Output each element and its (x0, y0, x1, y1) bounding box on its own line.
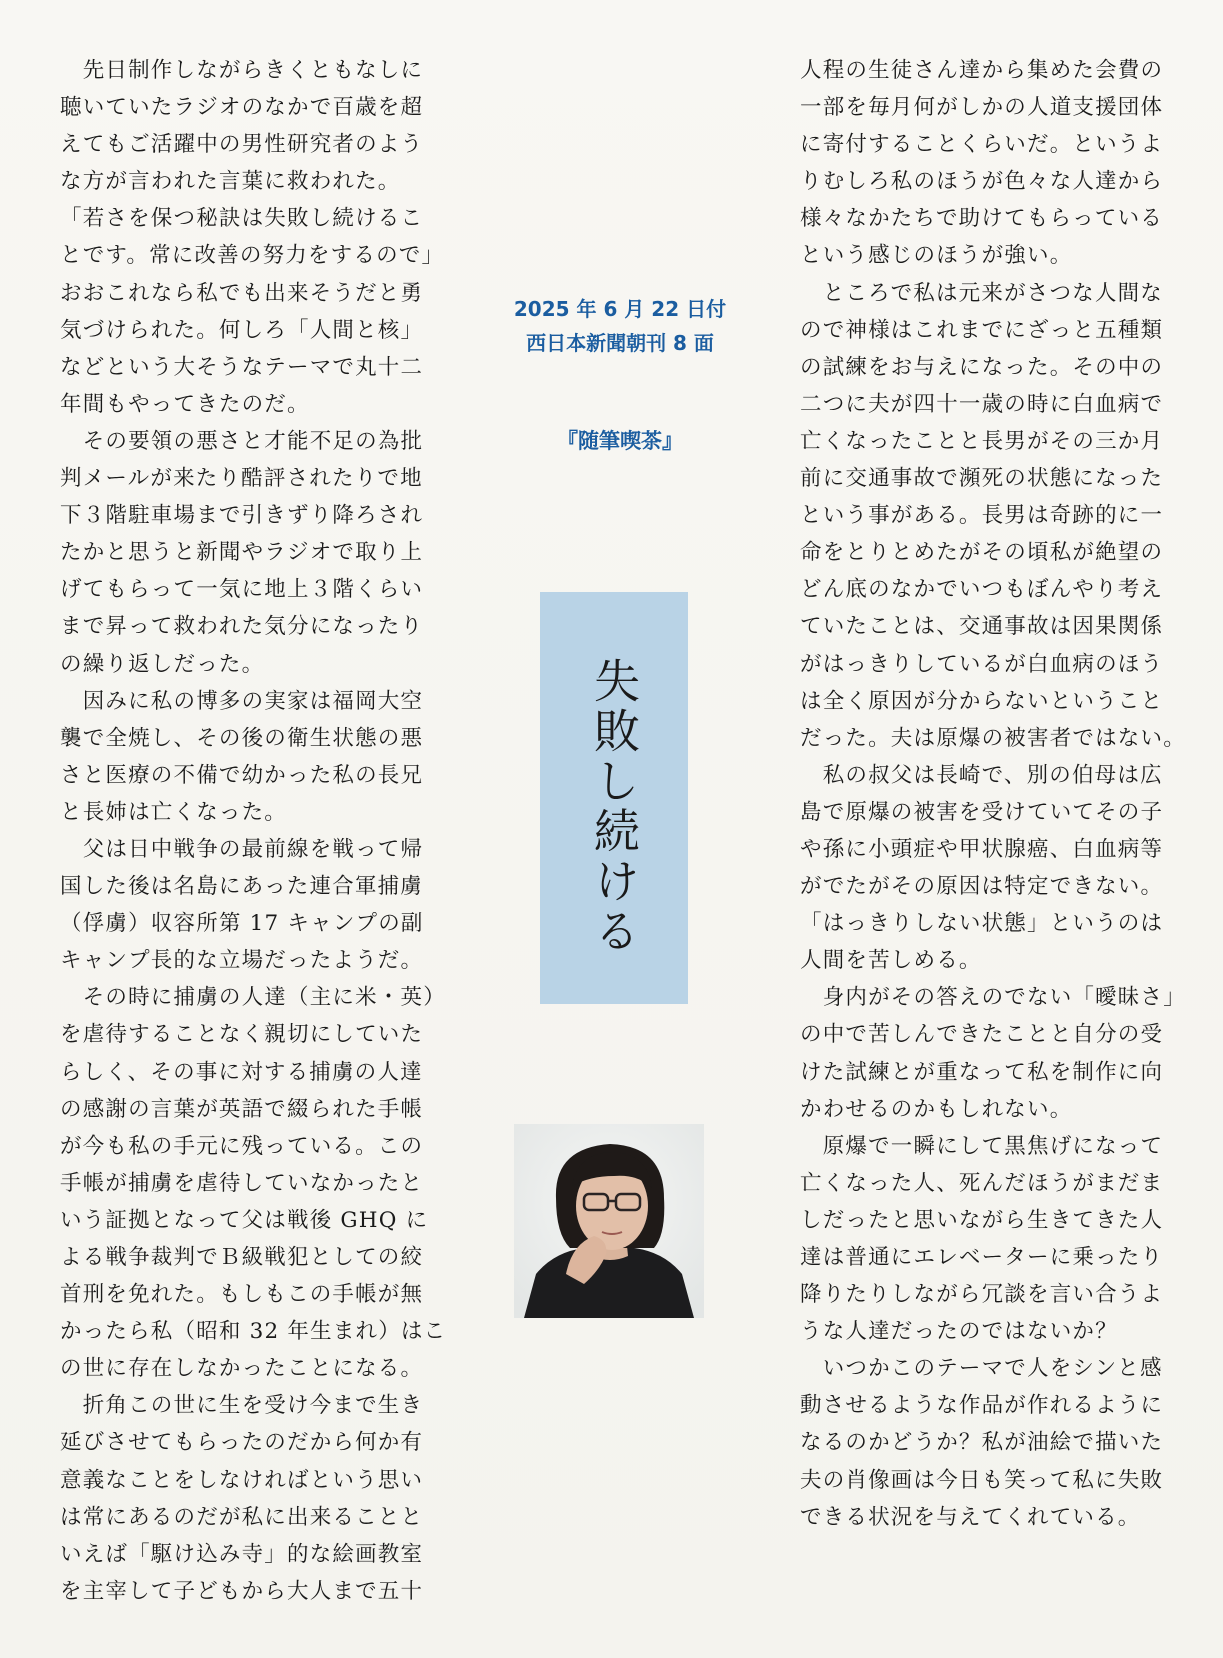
left-column-text-line: 気づけられた。何しろ「人間と核」 (60, 317, 424, 343)
left-column-text-line: その時に捕虜の人達（主に米・英） (60, 985, 446, 1011)
right-column-text-line: の中で苦しんできたことと自分の受 (800, 1022, 1164, 1048)
left-column-text-line: 因みに私の博多の実家は福岡大空 (60, 688, 424, 714)
left-column-text-line: よる戦争裁判でＢ級戦犯としての絞 (60, 1245, 424, 1270)
left-column-text-line: を虐待することなく親切にしていた (60, 1022, 424, 1048)
right-column-text-line: という事がある。長男は奇跡的に一 (800, 503, 1164, 529)
right-column-text-line: 降りたりしながら冗談を言い合うよ (800, 1282, 1164, 1308)
left-column-text-line: 折角この世に生を受け今まで生き (60, 1393, 424, 1419)
right-column-text-line: 「はっきりしない状態」というのは (800, 911, 1164, 937)
right-column-text-line: けた試練とが重なって私を制作に向 (800, 1059, 1164, 1085)
left-column-text-line: の世に存在しなかったことになる。 (60, 1356, 424, 1382)
right-column-text-line: という感じのほうが強い。 (800, 243, 1073, 269)
right-column-text-line: 亡くなった人、死んだほうがまだま (800, 1170, 1164, 1196)
left-column-text-line: えてもご活躍中の男性研究者のよう (60, 132, 424, 158)
right-column-text-line: がはっきりしているが白血病のほう (800, 651, 1164, 677)
right-column-text-line: 命をとりとめたがその頃私が絶望の (800, 540, 1164, 566)
left-column-text-line: 聴いていたラジオのなかで百歳を超 (60, 95, 424, 121)
left-column-text-line: は常にあるのだが私に出来ることと (60, 1504, 424, 1530)
left-column-text-line: 判メールが来たり酷評されたりで地 (60, 466, 423, 492)
right-column-text-line: や孫に小頭症や甲状腺癌、白血病等 (800, 836, 1164, 862)
article-title: 失敗し続ける (587, 657, 641, 957)
right-column-text-line: いつかこのテーマで人をシンと感 (800, 1356, 1163, 1382)
right-column-text-line: がでたがその原因は特定できない。 (800, 874, 1164, 900)
right-column-text-line: 原爆で一瞬にして黒焦げになって (800, 1133, 1164, 1159)
right-column-text-line: 人間を苦しめる。 (800, 948, 982, 974)
right-column-text-line: りむしろ私のほうが色々な人達から (800, 169, 1164, 195)
title-box (540, 592, 688, 1004)
left-column-text-line: が今も私の手元に残っている。この (60, 1133, 424, 1159)
left-column-text-line: 首刑を免れた。もしもこの手帳が無 (60, 1282, 424, 1308)
left-column-text-line: の感謝の言葉が英語で綴られた手帳 (60, 1096, 424, 1122)
left-column-text-line: 延びさせてもらったのだから何か有 (60, 1430, 424, 1456)
right-column-text-line: 身内がその答えのでない「曖昧さ」 (800, 985, 1186, 1011)
left-column-text-line: らしく、その事に対する捕虜の人達 (60, 1059, 423, 1085)
left-column-text-line: いえば「駆け込み寺」的な絵画教室 (60, 1541, 424, 1567)
left-column-text-line: とです。常に改善の努力をするので」 (60, 243, 445, 269)
publication-date: 2025 年 6 月 22 日付 (513, 297, 727, 321)
right-column-text-line: 人程の生徒さん達から集めた会費の (800, 58, 1164, 83)
left-column-text-line: 「若さを保つ秘訣は失敗し続けるこ (60, 206, 424, 232)
left-column-text-line: などという大そうなテーマで丸十二 (60, 354, 424, 380)
left-column-text-line: と長姉は亡くなった。 (60, 799, 288, 825)
right-column-text-line: ので神様はこれまでにざっと五種類 (800, 317, 1164, 343)
right-column (800, 52, 1186, 1536)
right-column-text-line: 動させるような作品が作れるように (800, 1393, 1164, 1419)
left-column-text-line: 先日制作しながらきくともなしに (60, 58, 424, 83)
left-column-text-line: 下３階駐車場まで引きずり降ろされ (60, 503, 424, 529)
right-column-text-line: 様々なかたちで助けてもらっている (800, 206, 1163, 232)
right-column-text-line: できる状況を与えてくれている。 (800, 1504, 1141, 1530)
right-column-text-line: かわせるのかもしれない。 (800, 1096, 1073, 1122)
right-column-text-line: 達は普通にエレベーターに乗ったり (800, 1245, 1164, 1270)
author-photo (514, 1124, 704, 1318)
publication-source: 西日本新聞朝刊 8 面 (526, 331, 714, 355)
right-column-text-line: うな人達だったのではないか？ (800, 1319, 1118, 1345)
right-column-text-line: ところで私は元来がさつな人間な (800, 280, 1163, 306)
column-name: 『随筆喫茶』 (557, 429, 683, 453)
left-column-text-line: 国した後は名島にあった連合軍捕虜 (60, 874, 423, 900)
left-column-text-line: 意義なことをしなければという思い (60, 1467, 424, 1493)
right-column-text-line: 亡くなったことと長男がその三か月 (800, 428, 1164, 454)
left-column-text-line: を主宰して子どもから大人まで五十 (60, 1578, 424, 1604)
left-column-text-line: 手帳が捕虜を虐待していなかったと (60, 1170, 424, 1196)
right-column-text-line: に寄付することくらいだ。というよ (800, 132, 1164, 158)
right-column-text-line: しだったと思いながら生きてきた人 (800, 1207, 1164, 1233)
right-column-text-line: 島で原爆の被害を受けていてその子 (800, 799, 1164, 825)
left-column-text-line: かったら私（昭和 32 年生まれ）はこ (60, 1319, 447, 1345)
right-column-text-line: 私の叔父は長崎で、別の伯母は広 (800, 762, 1163, 788)
right-column-text-line: 夫の肖像画は今日も笑って私に失敗 (800, 1467, 1164, 1493)
left-column (60, 52, 447, 1610)
right-column-text-line: だった。夫は原爆の被害者ではない。 (800, 725, 1186, 751)
left-column-text-line: まで昇って救われた気分になったり (60, 614, 424, 640)
right-column-text-line: 二つに夫が四十一歳の時に白血病で (800, 391, 1164, 417)
left-column-text-line: 父は日中戦争の最前線を戦って帰 (60, 836, 424, 862)
author-portrait-image (514, 1124, 704, 1318)
left-column-text-line: さと医療の不備で幼かった私の長兄 (60, 762, 424, 788)
left-column-text-line: たかと思うと新聞やラジオで取り上 (60, 540, 424, 566)
left-column-text-line: 年間もやってきたのだ。 (60, 391, 310, 417)
right-column-text-line: ていたことは、交通事故は因果関係 (800, 614, 1164, 640)
left-column-text-line: キャンプ長的な立場だったようだ。 (60, 948, 424, 974)
left-column-text-line: その要領の悪さと才能不足の為批 (60, 428, 424, 454)
left-column-text-line: 襲で全焼し、その後の衛生状態の悪 (60, 725, 424, 751)
right-column-text-line: なるのかどうか？私が油絵で描いた (800, 1430, 1164, 1456)
left-column-text-line: おおこれなら私でも出来そうだと勇 (60, 280, 424, 306)
right-column-text-line: は全く原因が分からないということ (800, 688, 1164, 714)
left-column-text-line: の繰り返しだった。 (60, 651, 265, 677)
left-column-text-line: いう証拠となって父は戦後 GHQ に (60, 1207, 429, 1233)
left-column-text-line: げてもらって一気に地上３階くらい (60, 577, 424, 603)
left-column-text-line: な方が言われた言葉に救われた。 (60, 169, 401, 195)
right-column-text-line: 一部を毎月何がしかの人道支援団体 (800, 95, 1164, 121)
right-column-text-line: 前に交通事故で瀕死の状態になった (800, 466, 1164, 492)
right-column-text-line: どん底のなかでいつもぼんやり考え (800, 577, 1164, 603)
left-column-text-line: （俘虜）収容所第 17 キャンプの副 (60, 911, 424, 937)
right-column-text-line: の試練をお与えになった。その中の (800, 354, 1164, 380)
